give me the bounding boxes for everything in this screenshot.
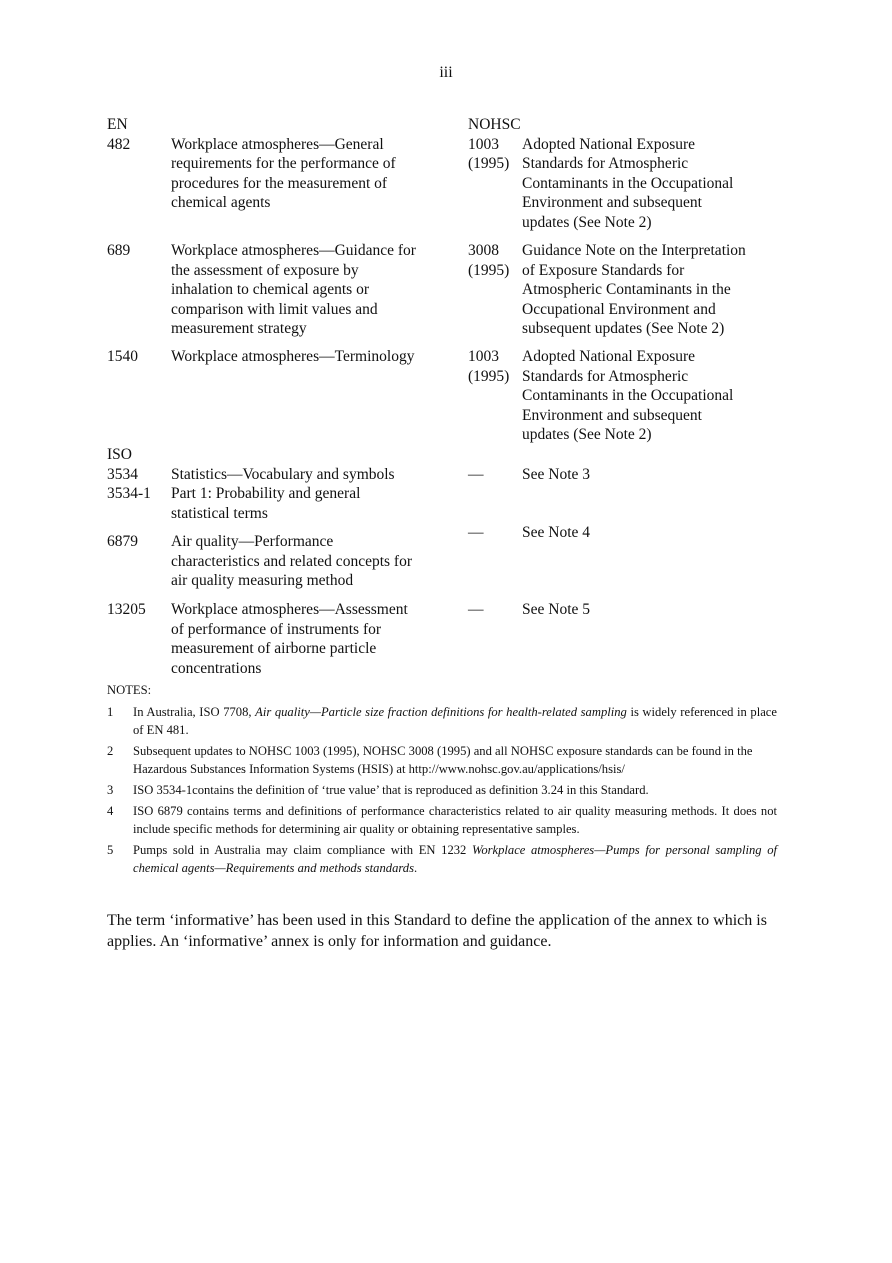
notes-label: NOTES:: [107, 683, 152, 697]
standard-title: Part 1: Probability and general statistical terms: [171, 485, 361, 522]
standard-title: Air quality—Performance characteristics and related concepts for air quality measuring method: [171, 533, 412, 589]
en-header: EN: [107, 116, 128, 133]
see-note-row: [468, 523, 798, 543]
note-text: ISO 3534-1contains the definition of ‘true value’ that is reproduced as definition 3.24 in this Standard.: [133, 783, 649, 797]
note-item: [107, 841, 777, 877]
nohsc-row: [468, 241, 798, 339]
em-dash: —: [468, 524, 484, 541]
nohsc-row: [468, 347, 798, 445]
note-text: In Australia, ISO 7708, Air quality—Particle size fraction definitions for health-related sampling is widely referenced in place of EN 481.: [133, 705, 777, 737]
page-number: iii: [439, 64, 453, 81]
standard-number: 3534: [107, 465, 138, 483]
see-note-text: See Note 5: [522, 601, 591, 618]
note-number: 3: [107, 783, 114, 797]
note-number: 4: [107, 804, 114, 818]
see-note-row: [468, 465, 798, 485]
nohsc-number: 3008 (1995): [468, 242, 510, 279]
standard-row: [107, 465, 457, 485]
standard-title: Workplace atmospheres—Assessment of performance of instruments for measurement of airborne particle concentrations: [171, 601, 408, 677]
nohsc-title: Guidance Note on the Interpretation of Exposure Standards for Atmospheric Contaminants in the Occupational Environment and subsequent updates (See Note 2): [522, 242, 746, 337]
note-number: 5: [107, 843, 114, 857]
see-note-text: See Note 3: [522, 465, 591, 483]
standard-row: [107, 135, 457, 213]
standard-title: Statistics—Vocabulary and symbols: [171, 465, 395, 483]
standard-number: 3534-1: [107, 485, 151, 502]
standard-title: Workplace atmospheres—General requirements for the performance of procedures for the measurement of chemical agents: [171, 135, 396, 211]
note-text: ISO 6879 contains terms and definitions of performance characteristics related to air quality measuring methods. It does not include specific methods for determining air quality or obtaining representative samples.: [133, 804, 777, 836]
see-note-text: See Note 4: [522, 524, 591, 541]
notes-section: [107, 681, 777, 880]
standard-number: 6879: [107, 533, 138, 550]
note-number: 1: [107, 705, 114, 719]
note-text: Subsequent updates to NOHSC 1003 (1995), NOHSC 3008 (1995) and all NOHSC exposure standards can be found in the Hazardous Substances Information Systems (HSIS) at http://www.nohsc.gov.au/applications/hsis/: [133, 744, 753, 776]
standard-number: 689: [107, 242, 131, 259]
standard-title: Workplace atmospheres—Guidance for the assessment of exposure by inhalation to chemical agents or comparison with limit values and measurement strategy: [171, 242, 416, 337]
nohsc-title: Adopted National Exposure Standards for Atmospheric Contaminants in the Occupational Environment and subsequent updates (See Note 2): [522, 348, 734, 443]
see-note-row: [468, 600, 798, 620]
standard-title: Workplace atmospheres—Terminology: [171, 348, 415, 365]
nohsc-number: 1003 (1995): [468, 135, 510, 172]
standard-row: [107, 241, 457, 339]
standard-number: 482: [107, 135, 131, 153]
em-dash: —: [468, 601, 484, 618]
standard-row: [107, 600, 457, 678]
note-text: Pumps sold in Australia may claim compliance with EN 1232 Workplace atmospheres—Pumps for personal sampling of chemical agents—Requirements and methods standards.: [133, 843, 777, 875]
em-dash: —: [468, 465, 484, 483]
nohsc-number: 1003 (1995): [468, 348, 510, 385]
standard-row: [107, 347, 457, 367]
standard-row: [107, 484, 457, 523]
note-item: [107, 802, 777, 838]
standard-number: 13205: [107, 601, 146, 618]
standard-number: 1540: [107, 348, 138, 365]
nohsc-row: [468, 135, 798, 233]
informative-paragraph: The term ‘informative’ has been used in this Standard to define the application of the annex to which is applies. An ‘informative’ annex is only for information and guidance.: [107, 912, 767, 950]
iso-header: ISO: [107, 446, 132, 463]
note-item: [107, 742, 777, 778]
note-number: 2: [107, 744, 114, 758]
nohsc-header: NOHSC: [468, 116, 521, 133]
note-item: [107, 781, 777, 799]
standard-row: [107, 532, 457, 591]
note-item: [107, 703, 777, 739]
nohsc-title: Adopted National Exposure Standards for Atmospheric Contaminants in the Occupational Environment and subsequent updates (See Note 2): [522, 135, 734, 231]
